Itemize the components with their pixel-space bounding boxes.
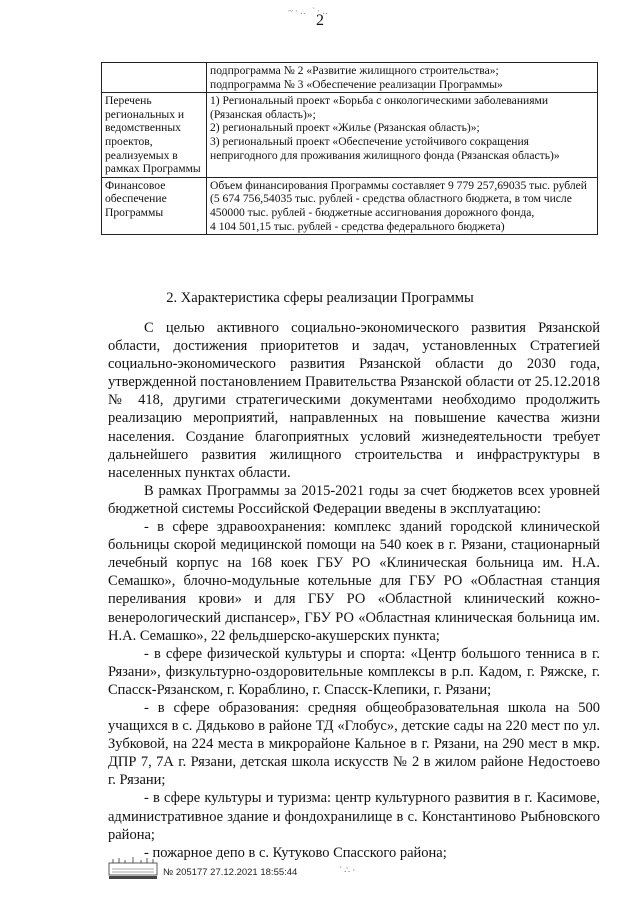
page-number: 2: [316, 12, 324, 29]
table-content-line: 3) региональный проект «Обеспечение устойчивого сокращения непригодного для проживания жилищного фонда (Рязанская область)»: [210, 134, 560, 162]
scan-specks: ~·‥ `·‥: [288, 6, 331, 16]
paragraph: С целью активного социально-экономического развития Рязанской области, достижения приоритетов и задач, установленных Стратегией социально-экономического развития Рязанской области до 2030 года, утвержденной постановлением Правительства Рязанской области от 25.12.2018 № 418, другими стратегическими документами необходимо продолжить реализацию мероприятий, направленных на повышение качества жизни населения. Создание благоприятных условий жизнедеятельности требует дальнейшего развития жилищного строительства и инфраструктуры в населенных пунктах области.: [108, 320, 600, 481]
table-content-line: 4 104 501,15 тыс. рублей - средства федерального бюджета): [210, 219, 505, 233]
table-label-cell: Перечень региональных и ведомственных проектов, реализуемых в рамках Программы: [102, 93, 207, 178]
table-row: [102, 93, 598, 178]
list-item: - в сфере образования: средняя общеобразовательная школа на 500 учащихся в с. Дядьково в районе ТД «Глобус», детские сады на 220 мест по ул. Зубковой, на 224 места в микрорайоне Кальное в г. Рязани, на 290 мест в мкр. ДПР 7, 7А г. Рязани, детская школа искусств № 2 в жилом районе Недостоево г. Рязани;: [108, 699, 600, 789]
list-item: - в сфере культуры и туризма: центр культурного развития в г. Касимове, административное здание и фондохранилище в с. Константиново Рыбновского района;: [108, 790, 600, 843]
table-content-line: подпрограмма № 2 «Развитие жилищного строительства»;: [210, 64, 499, 77]
table-label-cell: Финансовое обеспечение Программы: [102, 177, 207, 234]
table-content-line: 1) Региональный проект «Борьба с онкологическими заболеваниями (Рязанская область)»;: [210, 94, 549, 121]
table-content-cell: [207, 93, 598, 178]
list-item: - в сфере здравоохранения: комплекс зданий городской клинической больницы скорой медицинской помощи на 540 коек в г. Рязани, стационарный лечебный корпус на 168 коек ГБУ РО «Клиническая больница им. Н.А. Семашко», блочно-модульные котельные для ГБУ РО «Областная станция переливания крови» и для ГБУ РО «Областной клинический кожно-венерологический диспансер», ГБУ РО «Областная клиническая больница им. Н.А. Семашко», 22 фельдшерско-акушерских пункта;: [108, 519, 600, 644]
document-footer: [107, 855, 587, 887]
section-body: [108, 319, 600, 862]
list-item: - в сфере физической культуры и спорта: «Центр большого тенниса в г. Рязани», физкультурно-оздоровительные комплексы в р.п. Кадом, г. Ряжске, г. Спасск-Рязанском, г. Кораблино, г. Спасск-Клепики, г. Рязани;: [108, 645, 600, 698]
table-row: [102, 177, 598, 234]
section-heading: 2. Характеристика сферы реализации Программы: [166, 290, 474, 306]
table-row: [102, 63, 598, 93]
table-content-cell: [207, 63, 598, 93]
table-label-cell: [102, 63, 207, 93]
document-registration-id: № 205177 27.12.2021 18:55:44: [163, 867, 298, 878]
paragraph: В рамках Программы за 2015-2021 годы за счет бюджетов всех уровней бюджетной системы Российской Федерации введены в эксплуатацию:: [108, 482, 600, 517]
table-content-cell: [207, 177, 598, 234]
table-content-line: подпрограмма № 3 «Обеспечение реализации Программы»: [210, 77, 503, 91]
list-item: - пожарное депо в с. Кутуково Спасского района;: [144, 844, 447, 861]
table-content-line: 2) региональный проект «Жилье (Рязанская область)»;: [210, 121, 480, 135]
table-content-line: Объем финансирования Программы составляет 9 779 257,69035 тыс. рублей (5 674 756,54035 тыс. рублей - средства областного бюджета, в том числе 450000 тыс. рублей - бюджетные ассигнования дорожного фонда,: [210, 178, 587, 219]
scan-specks: ` ∴ ·: [339, 865, 356, 875]
program-passport-table: [101, 62, 598, 235]
registry-stamp-icon: [107, 855, 159, 881]
